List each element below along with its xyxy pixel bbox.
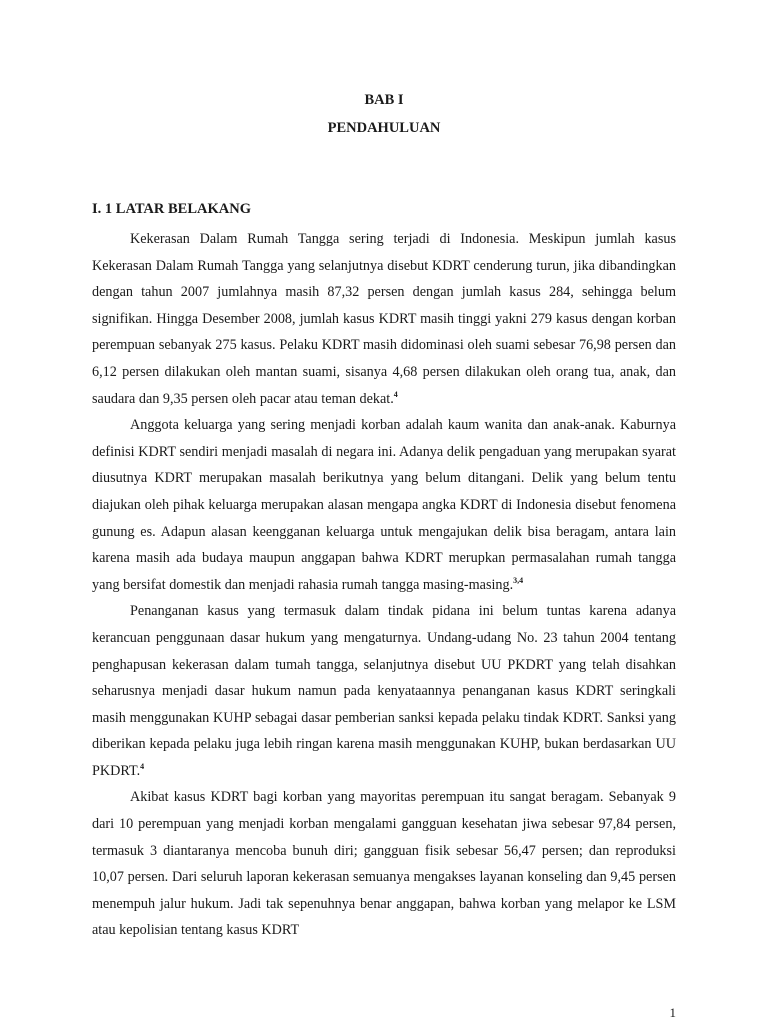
body-text xyxy=(92,226,676,944)
chapter-title: PENDAHULUAN xyxy=(327,120,441,136)
paragraph xyxy=(92,226,676,412)
paragraph xyxy=(92,784,676,944)
footnote-ref: 3,4 xyxy=(513,575,524,585)
section-heading: I. 1 LATAR BELAKANG xyxy=(92,201,251,217)
paragraph xyxy=(92,412,676,598)
paragraph xyxy=(92,598,676,784)
paragraph-text: Kekerasan Dalam Rumah Tangga sering terjadi di Indonesia. Meskipun jumlah kasus Kekerasan Dalam Rumah Tangga yang selanjutnya disebut KDRT cenderung turun, jika dibandingkan dengan tahun 2007 jumlahnya masih 87,32 persen dengan jumlah kasus 284, sehingga belum signifikan. Hingga Desember 2008, jumlah kasus KDRT masih tinggi yakni 279 kasus dengan korban perempuan sebanyak 275 kasus. Pelaku KDRT masih didominasi oleh suami sebesar 76,98 persen dan 6,12 persen dilakukan oleh mantan suami, sisanya 4,68 persen dilakukan oleh orang tua, anak, dan saudara dan 9,35 persen oleh pacar atau teman dekat. xyxy=(92,231,676,407)
footnote-ref: 4 xyxy=(393,389,398,399)
paragraph-text: Penanganan kasus yang termasuk dalam tindak pidana ini belum tuntas karena adanya kerancuan penggunaan dasar hukum yang mengaturnya. Undang-udang No. 23 tahun 2004 tentang penghapusan kekerasan dalam tumah tangga, selanjutnya disebut UU PKDRT yang telah disahkan seharusnya menjadi dasar hukum namun pada kenyataannya penanganan kasus KDRT seringkali masih menggunakan KUHP sebagai dasar pemberian sanksi kepada pelaku tindak KDRT. Sanksi yang diberikan kepada pelaku juga lebih ringan karena masih menggunakan KUHP, bukan berdasarkan UU PKDRT. xyxy=(92,603,676,779)
footnote-ref: 4 xyxy=(140,761,145,771)
page-number: 1 xyxy=(669,1005,676,1020)
paragraph-text: Anggota keluarga yang sering menjadi korban adalah kaum wanita dan anak-anak. Kaburnya definisi KDRT sendiri menjadi masalah di negara ini. Adanya delik pengaduan yang merupakan syarat diusutnya KDRT merupakan masalah berikutnya yang belum ditangani. Delik yang belum tentu diajukan oleh pihak keluarga merupakan alasan mengapa angka KDRT di Indonesia disebut fenomena gunung es. Adapun alasan keengganan keluarga untuk mengajukan delik bisa beragam, antara lain karena masih ada budaya maupun anggapan bahwa KDRT merupkan permasalahan rumah tangga yang bersifat domestik dan menjadi rahasia rumah tangga masing-masing. xyxy=(92,417,676,593)
paragraph-text: Akibat kasus KDRT bagi korban yang mayoritas perempuan itu sangat beragam. Sebanyak 9 dari 10 perempuan yang menjadi korban mengalami gangguan kesehatan jiwa sebesar 97,84 persen, termasuk 3 diantaranya mencoba bunuh diri; gangguan fisik sebesar 56,47 persen; dan reproduksi 10,07 persen. Dari seluruh laporan kekerasan semuanya mengakses layanan konseling dan 9,45 persen menempuh jalur hukum. Jadi tak sepenuhnya benar anggapan, bahwa korban yang melapor ke LSM atau kepolisian tentang kasus KDRT xyxy=(92,789,676,939)
chapter-label: BAB I xyxy=(364,92,404,108)
